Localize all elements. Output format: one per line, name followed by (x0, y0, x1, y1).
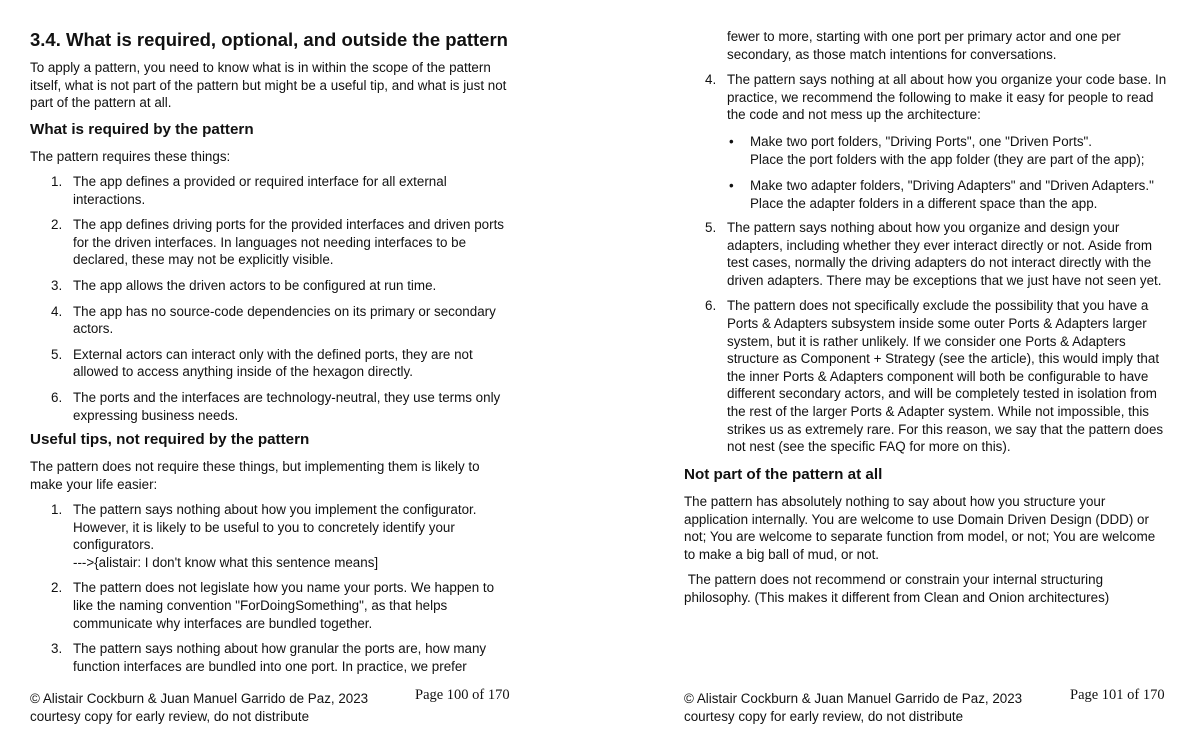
list-item: 6. The ports and the interfaces are technology-neutral, they use terms only expressing business needs. (51, 389, 501, 423)
footer (30, 690, 368, 726)
section-title: 3.4. What is required, optional, and outside the pattern (30, 29, 508, 50)
footer-courtesy: courtesy copy for early review, do not distribute (30, 709, 310, 724)
bullet-item: • Make two port folders, "Driving Ports", one "Driven Ports". Place the port folders with the app folder (they are part of the app); (729, 134, 1145, 167)
page-number: Page 100 of 170 (415, 687, 510, 703)
tips-list (30, 501, 510, 675)
not-part-heading: Not part of the pattern at all (684, 466, 883, 483)
required-list (30, 173, 510, 424)
list-item: 6. The pattern does not specifically exclude the possibility that you have a Ports & Adapters subsystem inside some outer Ports & Adapters larger system, but it is rather unlikely. If we consider one Ports & Adapters structure as Component + Strategy (see the article), this would imply that the inner Ports & Adapters component will both be configurable to have different secondary actors, and will be completely tested in isolation from the rest of the larger Ports & Adapter system. While not impossible, this strikes us as extremely rare. For this reason, we say that the pattern does not nest (see the specific FAQ for more on this). (705, 298, 1164, 455)
footer-copyright: © Alistair Cockburn & Juan Manuel Garrido de Paz, 2023 (684, 691, 1023, 706)
folder-bullets (684, 133, 1170, 212)
list-item: 1. The app defines a provided or required interface for all external interactions. (51, 174, 447, 207)
list-item: 2. The app defines driving ports for the provided interfaces and driven ports for the driven interfaces. In languages not needing interfaces to be declared, these may not be explicitly visible. (51, 217, 504, 268)
tips-list-continued-2 (684, 219, 1170, 456)
footer-copyright: © Alistair Cockburn & Juan Manuel Garrido de Paz, 2023 (30, 691, 369, 706)
required-lead: The pattern requires these things: (30, 149, 231, 164)
not-part-paragraph-1: The pattern has absolutely nothing to say about how you structure your application internally. You are welcome to use Domain Driven Design (DDD) or not; You are welcome to separate function from model, or not; You are welcome to make a big ball of mud, or not. (684, 494, 1156, 562)
list-item: 3. The app allows the driven actors to be configured at run time. (51, 277, 437, 293)
tips-heading: Useful tips, not required by the pattern (30, 431, 310, 448)
list-item: 1. The pattern says nothing about how you implement the configurator. However, it is likely to be useful to you to concretely identify your configurators. --->{alistair: I don't know what this sentence means] (51, 502, 477, 570)
not-part-paragraph-2: The pattern does not recommend or constrain your internal structuring philosophy. (This makes it different from Clean and Onion architectures) (684, 572, 1110, 605)
page-100 (30, 0, 550, 755)
bullet-item: • Make two adapter folders, "Driving Adapters" and "Driven Adapters." Place the adapter folders in a different space than the app. (729, 178, 1154, 211)
list-item: 3. The pattern says nothing about how granular the ports are, how many function interfaces are bundled into one port. In practice, we prefer (51, 641, 487, 674)
tips-lead: The pattern does not require these things, but implementing them is likely to make your life easier: (30, 459, 480, 492)
continuation-paragraph: fewer to more, starting with one port per primary actor and one per secondary, as those match intentions for conversations. (727, 29, 1121, 62)
editor-note: --->{alistair: I don't know what this sentence means] (73, 554, 379, 570)
intro-paragraph: To apply a pattern, you need to know what is in within the scope of the pattern itself, what is not part of the pattern but might be a useful tip, and what is just not part of the pattern at all. (30, 60, 507, 111)
footer (684, 690, 1022, 726)
page-number: Page 101 of 170 (1070, 687, 1165, 703)
list-item: 5. The pattern says nothing about how you organize and design your adapters, including whether they ever interact directly or not. Aside from test cases, normally the driving adapters do not interact directly with the driven adapters. There may be exceptions that we just have not seen yet. (705, 220, 1162, 288)
page-101 (684, 0, 1170, 755)
list-item: 2. The pattern does not legislate how you name your ports. We happen to like the naming convention "ForDoingSomething", as that helps communicate why interfaces are bundled together. (51, 580, 495, 631)
list-item: 5. External actors can interact only with the defined ports, they are not allowed to access anything inside of the hexagon directly. (51, 346, 473, 380)
tips-list-continued (684, 71, 1170, 130)
list-item: 4. The app has no source-code dependencies on its primary or secondary actors. (51, 303, 496, 337)
list-item: 4. The pattern says nothing at all about how you organize your code base. In practice, we recommend the following to make it easy for people to read the code and not mess up the architecture: (705, 72, 1167, 123)
required-heading: What is required by the pattern (30, 121, 254, 138)
footer-courtesy: courtesy copy for early review, do not distribute (684, 709, 964, 724)
